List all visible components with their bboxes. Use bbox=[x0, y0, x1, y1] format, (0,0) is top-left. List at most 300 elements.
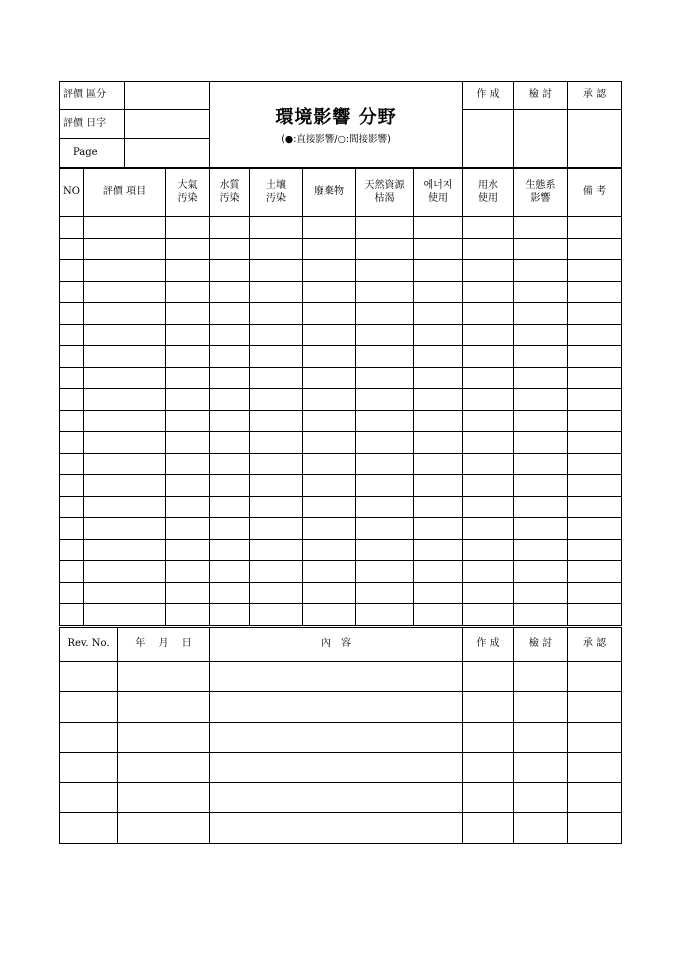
evaluation-cell[interactable] bbox=[84, 518, 166, 540]
evaluation-cell[interactable] bbox=[250, 496, 303, 518]
col-water-use bbox=[463, 169, 514, 217]
evaluation-row bbox=[60, 367, 622, 389]
evaluation-cell[interactable] bbox=[210, 518, 250, 540]
evaluation-cell[interactable] bbox=[84, 496, 166, 518]
evaluation-cell[interactable] bbox=[356, 217, 414, 239]
revision-row bbox=[60, 783, 622, 813]
evaluation-cell[interactable] bbox=[250, 324, 303, 346]
revision-cell[interactable] bbox=[514, 783, 568, 813]
eval-date-label: 評價 日字 bbox=[60, 110, 125, 139]
evaluation-cell[interactable] bbox=[463, 410, 514, 432]
evaluation-cell[interactable] bbox=[414, 260, 463, 282]
evaluation-cell[interactable] bbox=[514, 453, 568, 475]
evaluation-cell[interactable] bbox=[514, 604, 568, 626]
evaluation-cell[interactable] bbox=[60, 518, 84, 540]
evaluation-cell[interactable] bbox=[514, 539, 568, 561]
approval-approved-label: 承 認 bbox=[568, 82, 622, 110]
evaluation-cell[interactable] bbox=[414, 518, 463, 540]
evaluation-cell[interactable] bbox=[303, 260, 356, 282]
evaluation-cell[interactable] bbox=[210, 324, 250, 346]
evaluation-cell[interactable] bbox=[514, 496, 568, 518]
revision-cell[interactable] bbox=[118, 783, 210, 813]
evaluation-row bbox=[60, 582, 622, 604]
evaluation-cell[interactable] bbox=[414, 604, 463, 626]
eval-division-value[interactable] bbox=[125, 82, 210, 110]
evaluation-cell[interactable] bbox=[414, 303, 463, 325]
evaluation-cell[interactable] bbox=[514, 281, 568, 303]
revision-cell[interactable] bbox=[463, 692, 514, 722]
evaluation-cell[interactable] bbox=[250, 582, 303, 604]
evaluation-cell[interactable] bbox=[303, 346, 356, 368]
header-table bbox=[59, 81, 622, 168]
evaluation-cell[interactable] bbox=[250, 561, 303, 583]
revision-cell[interactable] bbox=[60, 692, 118, 722]
evaluation-cell[interactable] bbox=[250, 432, 303, 454]
evaluation-row bbox=[60, 496, 622, 518]
evaluation-cell[interactable] bbox=[166, 324, 210, 346]
evaluation-cell[interactable] bbox=[414, 238, 463, 260]
evaluation-cell[interactable] bbox=[210, 260, 250, 282]
evaluation-cell[interactable] bbox=[250, 604, 303, 626]
revision-cell[interactable] bbox=[210, 722, 463, 752]
evaluation-cell[interactable] bbox=[166, 367, 210, 389]
evaluation-cell[interactable] bbox=[60, 475, 84, 497]
evaluation-cell[interactable] bbox=[303, 582, 356, 604]
col-water-pollution-l2: 汚染 bbox=[219, 192, 240, 204]
revision-cell[interactable] bbox=[568, 783, 622, 813]
col-natural-resources-l2: 枯渴 bbox=[374, 192, 395, 204]
evaluation-cell[interactable] bbox=[210, 496, 250, 518]
revision-header-row bbox=[60, 628, 622, 662]
evaluation-cell[interactable] bbox=[356, 561, 414, 583]
revision-cell[interactable] bbox=[118, 662, 210, 692]
evaluation-cell[interactable] bbox=[463, 238, 514, 260]
evaluation-cell[interactable] bbox=[166, 217, 210, 239]
revision-cell[interactable] bbox=[568, 722, 622, 752]
evaluation-cell[interactable] bbox=[568, 389, 622, 411]
evaluation-cell[interactable] bbox=[568, 281, 622, 303]
evaluation-cell[interactable] bbox=[60, 453, 84, 475]
evaluation-cell[interactable] bbox=[303, 389, 356, 411]
evaluation-cell[interactable] bbox=[60, 582, 84, 604]
evaluation-cell[interactable] bbox=[166, 410, 210, 432]
col-water-use-l1: 用水 bbox=[478, 180, 498, 191]
evaluation-cell[interactable] bbox=[166, 561, 210, 583]
revision-cell[interactable] bbox=[60, 662, 118, 692]
evaluation-cell[interactable] bbox=[250, 367, 303, 389]
evaluation-cell[interactable] bbox=[60, 238, 84, 260]
revision-row bbox=[60, 813, 622, 843]
revision-cell[interactable] bbox=[463, 662, 514, 692]
eval-date-value[interactable] bbox=[125, 110, 210, 139]
revision-cell[interactable] bbox=[463, 752, 514, 782]
approval-prepared-sign[interactable] bbox=[463, 110, 514, 168]
evaluation-cell[interactable] bbox=[303, 604, 356, 626]
evaluation-cell[interactable] bbox=[463, 389, 514, 411]
revision-cell[interactable] bbox=[514, 662, 568, 692]
revision-cell[interactable] bbox=[210, 662, 463, 692]
evaluation-cell[interactable] bbox=[414, 410, 463, 432]
evaluation-cell[interactable] bbox=[84, 432, 166, 454]
col-energy-use-l1: 에너지 bbox=[423, 180, 453, 191]
evaluation-cell[interactable] bbox=[250, 453, 303, 475]
evaluation-cell[interactable] bbox=[356, 346, 414, 368]
evaluation-cell[interactable] bbox=[166, 518, 210, 540]
evaluation-cell[interactable] bbox=[303, 217, 356, 239]
evaluation-cell[interactable] bbox=[210, 217, 250, 239]
evaluation-cell[interactable] bbox=[514, 324, 568, 346]
evaluation-header-row bbox=[60, 169, 622, 217]
evaluation-cell[interactable] bbox=[514, 346, 568, 368]
evaluation-cell[interactable] bbox=[414, 389, 463, 411]
evaluation-cell[interactable] bbox=[568, 453, 622, 475]
evaluation-cell[interactable] bbox=[568, 238, 622, 260]
evaluation-cell[interactable] bbox=[463, 367, 514, 389]
evaluation-cell[interactable] bbox=[250, 475, 303, 497]
evaluation-cell[interactable] bbox=[60, 367, 84, 389]
evaluation-cell[interactable] bbox=[210, 281, 250, 303]
evaluation-cell[interactable] bbox=[303, 475, 356, 497]
evaluation-cell[interactable] bbox=[210, 367, 250, 389]
evaluation-cell[interactable] bbox=[84, 260, 166, 282]
col-waste: 廢棄物 bbox=[303, 169, 356, 217]
evaluation-cell[interactable] bbox=[568, 475, 622, 497]
evaluation-cell[interactable] bbox=[356, 303, 414, 325]
evaluation-cell[interactable] bbox=[463, 496, 514, 518]
evaluation-cell[interactable] bbox=[60, 303, 84, 325]
evaluation-cell[interactable] bbox=[303, 324, 356, 346]
evaluation-cell[interactable] bbox=[414, 475, 463, 497]
evaluation-cell[interactable] bbox=[84, 539, 166, 561]
approval-reviewed-label: 檢 討 bbox=[514, 82, 568, 110]
evaluation-cell[interactable] bbox=[414, 539, 463, 561]
evaluation-cell[interactable] bbox=[356, 367, 414, 389]
evaluation-cell[interactable] bbox=[356, 582, 414, 604]
evaluation-cell[interactable] bbox=[568, 410, 622, 432]
evaluation-cell[interactable] bbox=[210, 410, 250, 432]
evaluation-cell[interactable] bbox=[356, 518, 414, 540]
evaluation-cell[interactable] bbox=[210, 604, 250, 626]
evaluation-cell[interactable] bbox=[356, 539, 414, 561]
approval-prepared-label: 作 成 bbox=[463, 82, 514, 110]
evaluation-cell[interactable] bbox=[210, 303, 250, 325]
col-remarks: 備 考 bbox=[568, 169, 622, 217]
evaluation-cell[interactable] bbox=[210, 561, 250, 583]
revision-cell[interactable] bbox=[463, 813, 514, 843]
revision-cell[interactable] bbox=[514, 722, 568, 752]
col-soil-pollution bbox=[250, 169, 303, 217]
col-ecosystem-l2: 影響 bbox=[530, 192, 551, 204]
evaluation-cell[interactable] bbox=[60, 217, 84, 239]
revision-cell[interactable] bbox=[118, 752, 210, 782]
evaluation-cell[interactable] bbox=[250, 539, 303, 561]
col-natural-resources bbox=[356, 169, 414, 217]
evaluation-cell[interactable] bbox=[210, 389, 250, 411]
evaluation-row bbox=[60, 303, 622, 325]
evaluation-row bbox=[60, 561, 622, 583]
evaluation-cell[interactable] bbox=[84, 410, 166, 432]
evaluation-cell[interactable] bbox=[84, 346, 166, 368]
evaluation-cell[interactable] bbox=[414, 367, 463, 389]
evaluation-cell[interactable] bbox=[84, 604, 166, 626]
evaluation-cell[interactable] bbox=[463, 582, 514, 604]
evaluation-cell[interactable] bbox=[356, 389, 414, 411]
evaluation-cell[interactable] bbox=[210, 432, 250, 454]
evaluation-cell[interactable] bbox=[250, 518, 303, 540]
evaluation-cell[interactable] bbox=[414, 346, 463, 368]
evaluation-cell[interactable] bbox=[514, 217, 568, 239]
revision-cell[interactable] bbox=[60, 722, 118, 752]
col-water-pollution bbox=[210, 169, 250, 217]
evaluation-cell[interactable] bbox=[568, 346, 622, 368]
evaluation-cell[interactable] bbox=[463, 539, 514, 561]
evaluation-cell[interactable] bbox=[514, 561, 568, 583]
evaluation-cell[interactable] bbox=[514, 518, 568, 540]
evaluation-cell[interactable] bbox=[166, 582, 210, 604]
evaluation-cell[interactable] bbox=[60, 539, 84, 561]
evaluation-cell[interactable] bbox=[463, 453, 514, 475]
evaluation-cell[interactable] bbox=[250, 238, 303, 260]
evaluation-row bbox=[60, 604, 622, 626]
evaluation-cell[interactable] bbox=[60, 604, 84, 626]
evaluation-cell[interactable] bbox=[250, 346, 303, 368]
evaluation-cell[interactable] bbox=[356, 604, 414, 626]
col-eval-item: 評價 項目 bbox=[84, 169, 166, 217]
evaluation-cell[interactable] bbox=[166, 238, 210, 260]
revision-cell[interactable] bbox=[463, 783, 514, 813]
rev-no-label: Rev. No. bbox=[60, 628, 118, 662]
evaluation-cell[interactable] bbox=[356, 475, 414, 497]
evaluation-cell[interactable] bbox=[303, 281, 356, 303]
evaluation-cell[interactable] bbox=[514, 582, 568, 604]
evaluation-cell[interactable] bbox=[303, 539, 356, 561]
evaluation-cell[interactable] bbox=[568, 217, 622, 239]
col-soil-pollution-l1: 土壤 bbox=[266, 180, 286, 191]
evaluation-cell[interactable] bbox=[414, 217, 463, 239]
rev-date-label: 年 月 日 bbox=[118, 628, 210, 662]
revision-cell[interactable] bbox=[568, 692, 622, 722]
evaluation-cell[interactable] bbox=[514, 260, 568, 282]
evaluation-cell[interactable] bbox=[166, 346, 210, 368]
evaluation-cell[interactable] bbox=[568, 496, 622, 518]
eval-division-label: 評價 區分 bbox=[60, 82, 125, 110]
evaluation-cell[interactable] bbox=[463, 281, 514, 303]
evaluation-cell[interactable] bbox=[356, 496, 414, 518]
evaluation-cell[interactable] bbox=[210, 582, 250, 604]
evaluation-cell[interactable] bbox=[166, 475, 210, 497]
col-ecosystem bbox=[514, 169, 568, 217]
evaluation-cell[interactable] bbox=[514, 238, 568, 260]
revision-cell[interactable] bbox=[210, 783, 463, 813]
evaluation-cell[interactable] bbox=[463, 324, 514, 346]
evaluation-cell[interactable] bbox=[210, 238, 250, 260]
evaluation-cell[interactable] bbox=[568, 303, 622, 325]
revision-cell[interactable] bbox=[118, 692, 210, 722]
evaluation-cell[interactable] bbox=[250, 389, 303, 411]
revision-cell[interactable] bbox=[210, 752, 463, 782]
evaluation-cell[interactable] bbox=[463, 475, 514, 497]
evaluation-cell[interactable] bbox=[84, 303, 166, 325]
evaluation-cell[interactable] bbox=[166, 281, 210, 303]
evaluation-row bbox=[60, 453, 622, 475]
approval-reviewed-sign[interactable] bbox=[514, 110, 568, 168]
evaluation-cell[interactable] bbox=[356, 324, 414, 346]
revision-cell[interactable] bbox=[514, 813, 568, 843]
page-value[interactable] bbox=[125, 139, 210, 168]
evaluation-cell[interactable] bbox=[356, 432, 414, 454]
evaluation-cell[interactable] bbox=[250, 410, 303, 432]
evaluation-cell[interactable] bbox=[303, 561, 356, 583]
evaluation-cell[interactable] bbox=[414, 561, 463, 583]
revision-cell[interactable] bbox=[210, 692, 463, 722]
evaluation-cell[interactable] bbox=[514, 475, 568, 497]
evaluation-row bbox=[60, 217, 622, 239]
evaluation-cell[interactable] bbox=[166, 604, 210, 626]
evaluation-cell[interactable] bbox=[303, 432, 356, 454]
evaluation-cell[interactable] bbox=[356, 453, 414, 475]
evaluation-cell[interactable] bbox=[84, 453, 166, 475]
evaluation-cell[interactable] bbox=[60, 281, 84, 303]
evaluation-cell[interactable] bbox=[568, 582, 622, 604]
evaluation-cell[interactable] bbox=[568, 604, 622, 626]
evaluation-cell[interactable] bbox=[463, 260, 514, 282]
revision-row bbox=[60, 752, 622, 782]
evaluation-cell[interactable] bbox=[210, 346, 250, 368]
evaluation-cell[interactable] bbox=[60, 432, 84, 454]
evaluation-cell[interactable] bbox=[568, 518, 622, 540]
evaluation-cell[interactable] bbox=[210, 453, 250, 475]
evaluation-cell[interactable] bbox=[414, 453, 463, 475]
evaluation-cell[interactable] bbox=[60, 389, 84, 411]
col-energy-use bbox=[414, 169, 463, 217]
evaluation-cell[interactable] bbox=[250, 281, 303, 303]
evaluation-cell[interactable] bbox=[514, 367, 568, 389]
evaluation-cell[interactable] bbox=[356, 260, 414, 282]
page-label: Page bbox=[60, 139, 125, 168]
evaluation-cell[interactable] bbox=[463, 303, 514, 325]
evaluation-cell[interactable] bbox=[60, 260, 84, 282]
evaluation-cell[interactable] bbox=[84, 582, 166, 604]
evaluation-cell[interactable] bbox=[568, 324, 622, 346]
col-air-pollution-l2: 汚染 bbox=[177, 192, 198, 204]
evaluation-cell[interactable] bbox=[60, 561, 84, 583]
evaluation-cell[interactable] bbox=[463, 432, 514, 454]
revision-cell[interactable] bbox=[463, 722, 514, 752]
evaluation-cell[interactable] bbox=[84, 238, 166, 260]
evaluation-cell[interactable] bbox=[303, 518, 356, 540]
evaluation-cell[interactable] bbox=[356, 410, 414, 432]
evaluation-cell[interactable] bbox=[356, 238, 414, 260]
evaluation-cell[interactable] bbox=[166, 303, 210, 325]
evaluation-cell[interactable] bbox=[303, 453, 356, 475]
approval-approved-sign[interactable] bbox=[568, 110, 622, 168]
evaluation-cell[interactable] bbox=[60, 496, 84, 518]
revision-row bbox=[60, 692, 622, 722]
evaluation-cell[interactable] bbox=[60, 324, 84, 346]
rev-reviewed-label: 檢 討 bbox=[514, 628, 568, 662]
evaluation-cell[interactable] bbox=[84, 475, 166, 497]
evaluation-cell[interactable] bbox=[84, 281, 166, 303]
evaluation-cell[interactable] bbox=[84, 217, 166, 239]
evaluation-cell[interactable] bbox=[414, 324, 463, 346]
evaluation-cell[interactable] bbox=[568, 367, 622, 389]
evaluation-row bbox=[60, 346, 622, 368]
evaluation-cell[interactable] bbox=[166, 432, 210, 454]
evaluation-cell[interactable] bbox=[303, 367, 356, 389]
revision-cell[interactable] bbox=[568, 752, 622, 782]
evaluation-cell[interactable] bbox=[166, 539, 210, 561]
evaluation-cell[interactable] bbox=[303, 303, 356, 325]
evaluation-cell[interactable] bbox=[463, 346, 514, 368]
revision-cell[interactable] bbox=[568, 813, 622, 843]
revision-cell[interactable] bbox=[60, 813, 118, 843]
evaluation-cell[interactable] bbox=[250, 260, 303, 282]
col-ecosystem-l1: 生態系 bbox=[525, 180, 556, 191]
evaluation-cell[interactable] bbox=[84, 389, 166, 411]
evaluation-cell[interactable] bbox=[568, 260, 622, 282]
evaluation-cell[interactable] bbox=[414, 432, 463, 454]
col-water-use-l2: 使用 bbox=[478, 192, 498, 204]
revision-cell[interactable] bbox=[514, 752, 568, 782]
evaluation-cell[interactable] bbox=[60, 410, 84, 432]
evaluation-cell[interactable] bbox=[166, 453, 210, 475]
evaluation-cell[interactable] bbox=[250, 303, 303, 325]
evaluation-cell[interactable] bbox=[84, 367, 166, 389]
evaluation-cell[interactable] bbox=[568, 539, 622, 561]
col-energy-use-l2: 使用 bbox=[428, 192, 448, 204]
evaluation-cell[interactable] bbox=[210, 475, 250, 497]
revision-cell[interactable] bbox=[60, 783, 118, 813]
evaluation-cell[interactable] bbox=[463, 604, 514, 626]
evaluation-cell[interactable] bbox=[514, 432, 568, 454]
evaluation-cell[interactable] bbox=[84, 324, 166, 346]
evaluation-cell[interactable] bbox=[463, 561, 514, 583]
evaluation-cell[interactable] bbox=[414, 281, 463, 303]
evaluation-cell[interactable] bbox=[166, 260, 210, 282]
evaluation-cell[interactable] bbox=[568, 561, 622, 583]
revision-cell[interactable] bbox=[514, 692, 568, 722]
evaluation-cell[interactable] bbox=[463, 217, 514, 239]
evaluation-cell[interactable] bbox=[60, 346, 84, 368]
evaluation-cell[interactable] bbox=[414, 582, 463, 604]
revision-cell[interactable] bbox=[60, 752, 118, 782]
col-natural-resources-l1: 天然資源 bbox=[364, 180, 405, 191]
evaluation-row bbox=[60, 539, 622, 561]
evaluation-cell[interactable] bbox=[414, 496, 463, 518]
evaluation-table bbox=[59, 168, 622, 626]
revision-cell[interactable] bbox=[210, 813, 463, 843]
evaluation-cell[interactable] bbox=[463, 518, 514, 540]
evaluation-row bbox=[60, 260, 622, 282]
evaluation-cell[interactable] bbox=[166, 496, 210, 518]
revision-cell[interactable] bbox=[118, 813, 210, 843]
evaluation-cell[interactable] bbox=[166, 389, 210, 411]
evaluation-cell[interactable] bbox=[303, 410, 356, 432]
evaluation-cell[interactable] bbox=[568, 432, 622, 454]
evaluation-cell[interactable] bbox=[514, 389, 568, 411]
evaluation-cell[interactable] bbox=[303, 238, 356, 260]
evaluation-cell[interactable] bbox=[84, 561, 166, 583]
evaluation-cell[interactable] bbox=[356, 281, 414, 303]
evaluation-cell[interactable] bbox=[210, 539, 250, 561]
evaluation-cell[interactable] bbox=[250, 217, 303, 239]
rev-content-label: 內 容 bbox=[210, 628, 463, 662]
evaluation-cell[interactable] bbox=[303, 496, 356, 518]
evaluation-cell[interactable] bbox=[514, 410, 568, 432]
revision-cell[interactable] bbox=[118, 722, 210, 752]
revision-cell[interactable] bbox=[568, 662, 622, 692]
evaluation-cell[interactable] bbox=[514, 303, 568, 325]
